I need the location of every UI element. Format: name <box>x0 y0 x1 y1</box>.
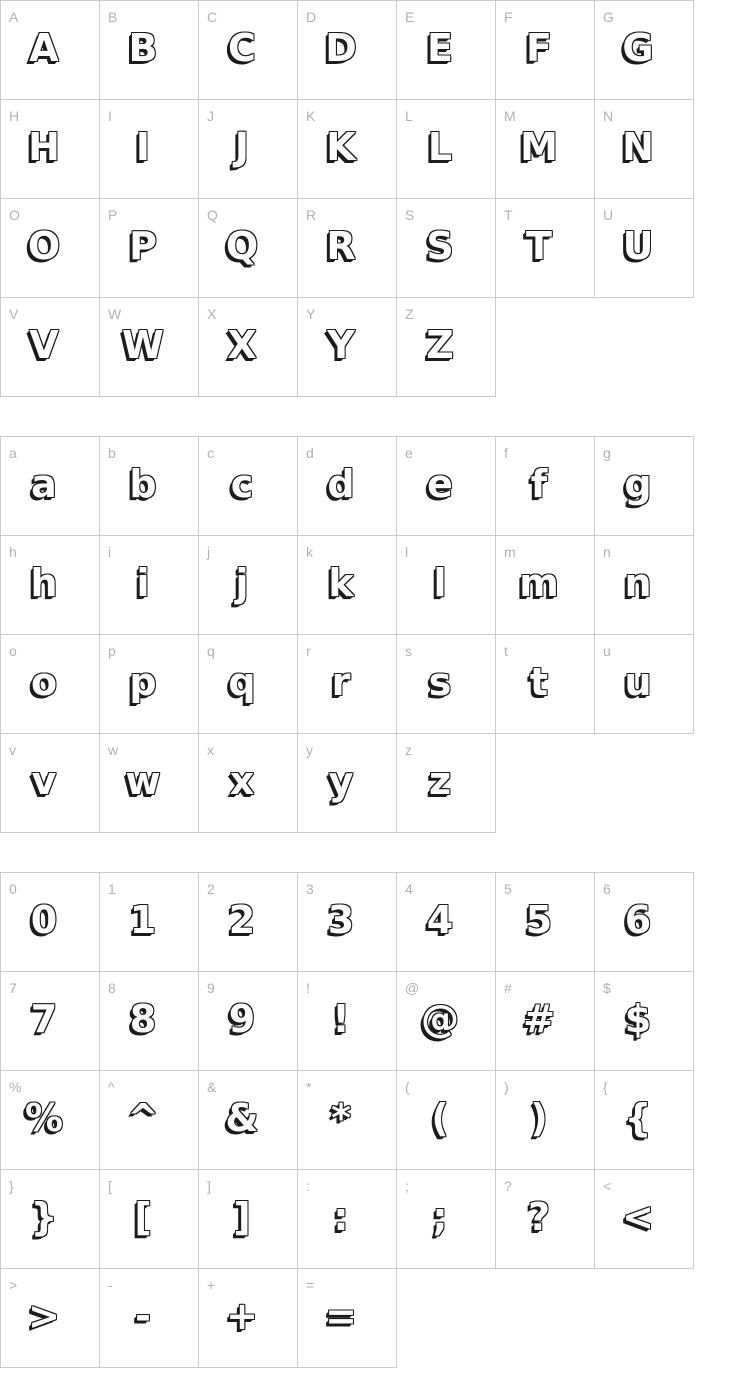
cell-label: 6 <box>603 881 612 897</box>
glyph-cell <box>99 634 199 734</box>
cell-label: c <box>207 445 215 461</box>
glyph-cell <box>99 198 199 298</box>
glyph-cell <box>594 971 694 1071</box>
glyph-cell <box>297 872 397 972</box>
cell-glyph: B <box>128 26 158 70</box>
cell-glyph: G <box>622 26 654 70</box>
cell-glyph: ] <box>233 1195 251 1239</box>
cell-glyph: O <box>27 224 61 268</box>
cell-glyph: c <box>230 462 254 506</box>
cell-label: < <box>603 1178 612 1194</box>
glyph-cell <box>495 99 595 199</box>
cell-glyph: E <box>427 26 453 70</box>
cell-glyph: p <box>129 660 157 704</box>
glyph-cell <box>99 297 199 397</box>
cell-glyph: D <box>325 26 357 70</box>
cell-label: U <box>603 207 614 223</box>
grid-row <box>0 0 740 99</box>
glyph-cell <box>297 634 397 734</box>
glyph-cell <box>198 436 298 536</box>
cell-glyph: P <box>129 224 157 268</box>
grid-row <box>0 1268 740 1367</box>
cell-glyph: z <box>428 759 452 803</box>
glyph-cell <box>0 535 100 635</box>
cell-label: 1 <box>108 881 117 897</box>
cell-label: = <box>306 1277 315 1293</box>
cell-glyph: o <box>30 660 58 704</box>
cell-label: % <box>9 1079 22 1095</box>
cell-glyph: : <box>333 1195 349 1239</box>
cell-glyph: n <box>624 561 652 605</box>
glyph-cell <box>495 971 595 1071</box>
cell-label: J <box>207 108 215 124</box>
cell-glyph: & <box>225 1096 259 1140</box>
cell-glyph: l <box>433 561 447 605</box>
cell-label: E <box>405 9 415 25</box>
cell-label: D <box>306 9 317 25</box>
cell-label: W <box>108 306 122 322</box>
cell-glyph: F <box>526 26 552 70</box>
glyph-cell <box>99 733 199 833</box>
glyph-cell <box>396 634 496 734</box>
cell-label: * <box>306 1079 312 1095</box>
cell-label: 2 <box>207 881 216 897</box>
glyph-cell <box>99 872 199 972</box>
cell-glyph: T <box>526 224 552 268</box>
grid-row <box>0 872 740 971</box>
glyph-cell <box>0 198 100 298</box>
cell-label: e <box>405 445 414 461</box>
cell-label: N <box>603 108 614 124</box>
cell-label: Z <box>405 306 415 322</box>
glyph-cell <box>495 0 595 100</box>
cell-label: $ <box>603 980 612 996</box>
glyph-cell <box>198 1169 298 1269</box>
glyph-cell <box>495 198 595 298</box>
glyph-cell <box>396 535 496 635</box>
cell-glyph: j <box>235 561 249 605</box>
glyph-cell <box>0 1169 100 1269</box>
cell-label: 5 <box>504 881 513 897</box>
glyph-cell <box>198 733 298 833</box>
cell-glyph: h <box>30 561 58 605</box>
glyph-cell <box>594 872 694 972</box>
cell-label: 8 <box>108 980 117 996</box>
glyph-cell <box>297 971 397 1071</box>
cell-label: q <box>207 643 216 659</box>
cell-label: C <box>207 9 218 25</box>
cell-glyph: 1 <box>129 898 157 942</box>
cell-label: ^ <box>108 1079 116 1095</box>
cell-label: # <box>504 980 513 996</box>
cell-label: X <box>207 306 217 322</box>
cell-glyph: < <box>622 1195 654 1239</box>
cell-label: G <box>603 9 615 25</box>
glyph-cell <box>297 1070 397 1170</box>
cell-glyph: 4 <box>426 898 454 942</box>
cell-label: f <box>504 445 509 461</box>
cell-glyph: ! <box>332 997 350 1041</box>
cell-glyph: - <box>135 1294 151 1338</box>
cell-glyph: 9 <box>228 997 256 1041</box>
glyph-cell <box>0 872 100 972</box>
glyph-cell <box>396 436 496 536</box>
glyph-cell <box>594 634 694 734</box>
cell-glyph: = <box>325 1294 357 1338</box>
lowercase-grid <box>0 436 740 832</box>
glyph-cell <box>0 634 100 734</box>
cell-glyph: s <box>428 660 452 704</box>
glyph-cell <box>495 535 595 635</box>
cell-label: p <box>108 643 117 659</box>
glyph-cell <box>198 1070 298 1170</box>
cell-label: i <box>108 544 112 560</box>
glyph-cell <box>0 733 100 833</box>
cell-glyph: + <box>226 1294 258 1338</box>
glyph-cell <box>297 436 397 536</box>
glyph-cell <box>594 0 694 100</box>
cell-label: L <box>405 108 414 124</box>
glyph-cell <box>198 1268 298 1368</box>
cell-glyph: q <box>228 660 256 704</box>
glyph-cell <box>198 0 298 100</box>
glyph-cell <box>0 436 100 536</box>
cell-label: s <box>405 643 413 659</box>
cell-label: t <box>504 643 509 659</box>
cell-label: - <box>108 1277 114 1293</box>
grid-row <box>0 971 740 1070</box>
cell-glyph: $ <box>624 997 652 1041</box>
cell-label: x <box>207 742 215 758</box>
cell-glyph: 0 <box>30 898 58 942</box>
cell-label: g <box>603 445 612 461</box>
glyph-cell <box>99 535 199 635</box>
cell-label: h <box>9 544 18 560</box>
glyph-cell <box>0 297 100 397</box>
cell-label: ( <box>405 1079 411 1095</box>
cell-glyph: 8 <box>129 997 157 1041</box>
cell-glyph: y <box>328 759 354 803</box>
glyph-cell <box>99 1268 199 1368</box>
cell-label: ! <box>306 980 311 996</box>
cell-glyph: H <box>28 125 60 169</box>
cell-glyph: K <box>326 125 356 169</box>
glyph-cell <box>99 1169 199 1269</box>
cell-glyph: # <box>523 997 555 1041</box>
cell-label: d <box>306 445 315 461</box>
glyph-cell <box>297 1268 397 1368</box>
cell-glyph: u <box>624 660 652 704</box>
cell-label: F <box>504 9 514 25</box>
glyph-cell <box>594 1070 694 1170</box>
glyph-cell <box>99 0 199 100</box>
cell-glyph: a <box>31 462 57 506</box>
cell-glyph: v <box>31 759 57 803</box>
glyph-cell <box>198 971 298 1071</box>
glyph-cell <box>594 198 694 298</box>
glyph-cell <box>198 872 298 972</box>
cell-glyph: 7 <box>30 997 58 1041</box>
cell-glyph: [ <box>134 1195 152 1239</box>
cell-label: R <box>306 207 317 223</box>
glyph-cell <box>594 99 694 199</box>
cell-glyph: g <box>624 462 652 506</box>
cell-glyph: { <box>624 1096 652 1140</box>
glyph-cell <box>594 535 694 635</box>
cell-label: [ <box>108 1178 113 1194</box>
cell-label: V <box>9 306 19 322</box>
cell-label: j <box>207 544 211 560</box>
cell-glyph: r <box>331 660 351 704</box>
grid-row <box>0 634 740 733</box>
glyph-cell <box>198 198 298 298</box>
glyph-cell <box>198 297 298 397</box>
glyph-cell <box>396 1169 496 1269</box>
glyph-cell <box>99 99 199 199</box>
cell-label: a <box>9 445 18 461</box>
numbers-symbols-grid <box>0 872 740 1367</box>
cell-glyph: N <box>622 125 654 169</box>
cell-label: O <box>9 207 21 223</box>
cell-label: + <box>207 1277 216 1293</box>
cell-label: n <box>603 544 612 560</box>
cell-label: B <box>108 9 118 25</box>
cell-glyph: ) <box>530 1096 548 1140</box>
glyph-cell <box>297 733 397 833</box>
cell-label: K <box>306 108 316 124</box>
glyph-cell <box>396 733 496 833</box>
cell-label: z <box>405 742 413 758</box>
cell-glyph: W <box>122 323 164 367</box>
glyph-cell <box>297 0 397 100</box>
cell-label: l <box>405 544 409 560</box>
glyph-cell <box>0 971 100 1071</box>
cell-glyph: ^ <box>127 1096 159 1140</box>
cell-label: { <box>603 1079 609 1095</box>
cell-label: } <box>9 1178 15 1194</box>
grid-row <box>0 733 740 832</box>
cell-label: w <box>108 742 119 758</box>
cell-glyph: I <box>135 125 151 169</box>
cell-label: T <box>504 207 514 223</box>
cell-label: ? <box>504 1178 513 1194</box>
glyph-cell <box>495 436 595 536</box>
cell-glyph: f <box>530 462 548 506</box>
cell-glyph: 6 <box>624 898 652 942</box>
cell-glyph: U <box>622 224 654 268</box>
cell-glyph: e <box>427 462 453 506</box>
cell-glyph: x <box>229 759 255 803</box>
grid-row <box>0 198 740 297</box>
cell-label: M <box>504 108 517 124</box>
cell-glyph: J <box>234 125 250 169</box>
glyph-cell <box>495 872 595 972</box>
glyph-cell <box>198 634 298 734</box>
cell-label: r <box>306 643 312 659</box>
cell-glyph: 5 <box>525 898 553 942</box>
cell-glyph: A <box>29 26 59 70</box>
cell-glyph: C <box>228 26 256 70</box>
glyph-cell <box>0 1268 100 1368</box>
glyph-cell <box>495 1169 595 1269</box>
cell-label: 9 <box>207 980 216 996</box>
grid-row <box>0 436 740 535</box>
cell-label: k <box>306 544 314 560</box>
cell-glyph: @ <box>421 997 459 1041</box>
glyph-cell <box>495 634 595 734</box>
cell-label: Y <box>306 306 316 322</box>
cell-label: v <box>9 742 17 758</box>
cell-glyph: M <box>520 125 558 169</box>
cell-label: I <box>108 108 113 124</box>
cell-glyph: 3 <box>327 898 355 942</box>
glyph-cell <box>99 1070 199 1170</box>
glyph-cell <box>0 1070 100 1170</box>
cell-glyph: i <box>136 561 150 605</box>
uppercase-grid <box>0 0 740 396</box>
cell-label: u <box>603 643 612 659</box>
grid-row <box>0 1070 740 1169</box>
cell-label: H <box>9 108 20 124</box>
glyph-cell <box>594 436 694 536</box>
glyph-cell <box>198 99 298 199</box>
glyph-cell <box>99 971 199 1071</box>
grid-row <box>0 535 740 634</box>
cell-label: ) <box>504 1079 510 1095</box>
cell-glyph: X <box>227 323 257 367</box>
glyph-cell <box>396 1070 496 1170</box>
cell-label: : <box>306 1178 311 1194</box>
cell-label: P <box>108 207 118 223</box>
cell-glyph: ; <box>432 1195 448 1239</box>
glyph-cell <box>297 99 397 199</box>
cell-label: & <box>207 1079 217 1095</box>
cell-glyph: L <box>427 125 453 169</box>
cell-glyph: b <box>129 462 157 506</box>
glyph-cell <box>396 99 496 199</box>
cell-label: b <box>108 445 117 461</box>
cell-glyph: k <box>328 561 354 605</box>
cell-glyph: R <box>326 224 356 268</box>
cell-label: 4 <box>405 881 414 897</box>
cell-glyph: ( <box>431 1096 449 1140</box>
cell-label: y <box>306 742 314 758</box>
cell-label: ] <box>207 1178 212 1194</box>
cell-glyph: Z <box>426 323 454 367</box>
cell-glyph: Q <box>225 224 259 268</box>
cell-label: > <box>9 1277 18 1293</box>
cell-glyph: w <box>125 759 161 803</box>
cell-label: m <box>504 544 517 560</box>
cell-glyph: > <box>28 1294 60 1338</box>
glyph-cell <box>0 99 100 199</box>
cell-label: 0 <box>9 881 18 897</box>
glyph-cell <box>297 1169 397 1269</box>
glyph-cell <box>99 436 199 536</box>
cell-glyph: V <box>29 323 59 367</box>
cell-glyph: d <box>327 462 355 506</box>
cell-glyph: ? <box>527 1195 551 1239</box>
cell-label: Q <box>207 207 219 223</box>
cell-glyph: Y <box>327 323 355 367</box>
cell-label: 3 <box>306 881 315 897</box>
glyph-cell <box>297 297 397 397</box>
glyph-cell <box>396 198 496 298</box>
glyph-cell <box>396 297 496 397</box>
cell-label: A <box>9 9 19 25</box>
cell-glyph: % <box>24 1096 64 1140</box>
cell-glyph: m <box>519 561 559 605</box>
cell-label: o <box>9 643 18 659</box>
grid-row <box>0 1169 740 1268</box>
glyph-cell <box>396 971 496 1071</box>
cell-glyph: * <box>331 1096 351 1140</box>
cell-label: S <box>405 207 415 223</box>
glyph-cell <box>396 872 496 972</box>
cell-label: @ <box>405 980 420 996</box>
glyph-cell <box>297 535 397 635</box>
glyph-cell <box>396 0 496 100</box>
glyph-cell <box>297 198 397 298</box>
glyph-cell <box>0 0 100 100</box>
cell-glyph: } <box>30 1195 58 1239</box>
grid-row <box>0 297 740 396</box>
cell-glyph: 2 <box>228 898 256 942</box>
cell-glyph: S <box>426 224 454 268</box>
cell-label: 7 <box>9 980 18 996</box>
glyph-cell <box>198 535 298 635</box>
glyph-cell <box>594 1169 694 1269</box>
grid-row <box>0 99 740 198</box>
cell-label: ; <box>405 1178 410 1194</box>
cell-glyph: t <box>529 660 549 704</box>
glyph-cell <box>495 1070 595 1170</box>
